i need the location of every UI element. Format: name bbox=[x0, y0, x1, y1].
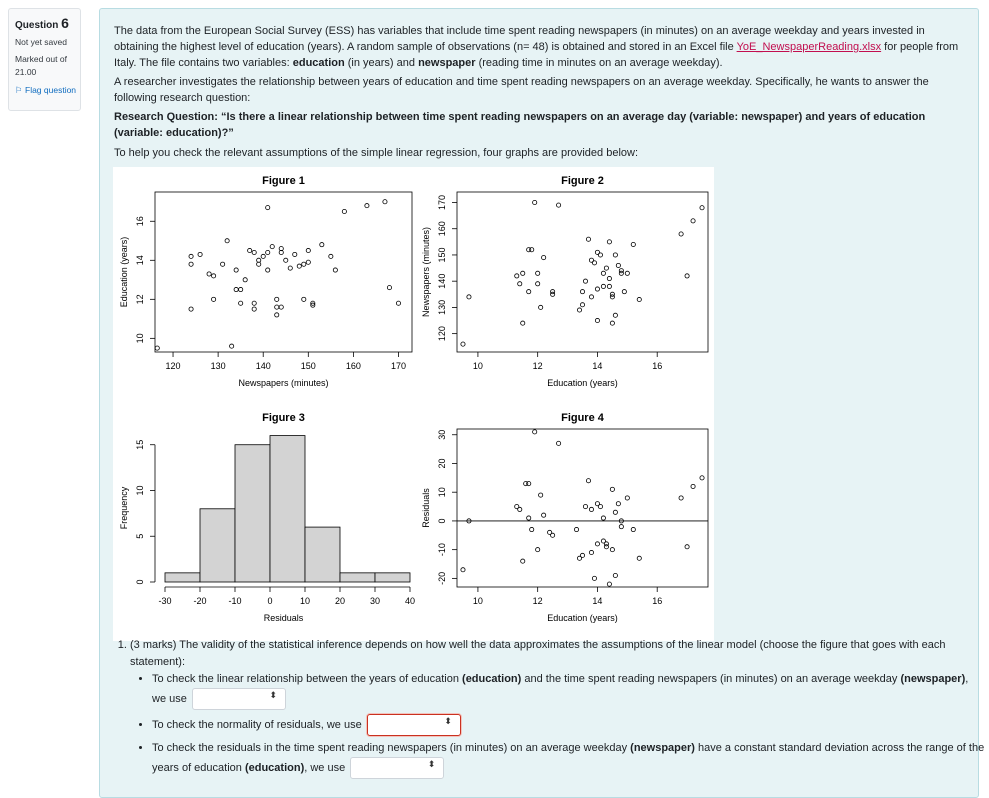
fig3-xtick-label: 20 bbox=[334, 596, 346, 606]
question-status: Not yet saved bbox=[15, 37, 67, 47]
fig2-point bbox=[685, 274, 689, 278]
fig4-xtick-label: 12 bbox=[532, 596, 543, 606]
fig1-xtick-label: 140 bbox=[255, 361, 271, 371]
fig2-point bbox=[521, 271, 525, 275]
fig4-point bbox=[631, 527, 635, 531]
fig1-point bbox=[243, 278, 247, 282]
flag-icon: ⚐ bbox=[15, 84, 23, 95]
fig2-point bbox=[556, 203, 560, 207]
fig2-point bbox=[580, 290, 584, 294]
fig3-bar bbox=[200, 509, 235, 582]
fig2-point bbox=[598, 253, 602, 257]
fig2-xtick-label: 14 bbox=[592, 361, 603, 371]
task-list bbox=[114, 637, 985, 783]
fig4-point bbox=[530, 527, 534, 531]
fig3-bar bbox=[270, 436, 305, 582]
fig2-point bbox=[691, 219, 695, 223]
linearity-figure-select[interactable] bbox=[192, 688, 286, 710]
fig3-ytick-label: 10 bbox=[135, 485, 145, 496]
fig2-point bbox=[601, 271, 605, 275]
fig3-bar bbox=[375, 573, 410, 582]
fig4-point bbox=[556, 441, 560, 445]
fig2-point bbox=[589, 295, 593, 299]
subtask-constant-sd: • To check the residuals in the time spent reading newspapers (in minutes) on an average weekday (newspaper) have a constant standard deviation across the range of the years of education (education), we use ⬍ bbox=[152, 740, 985, 779]
fig4-point bbox=[598, 504, 602, 508]
fig3-title: Figure 3 bbox=[262, 412, 305, 424]
fig2-point bbox=[613, 313, 617, 317]
fig2-point bbox=[521, 321, 525, 325]
select-caret-icon: ⬍ bbox=[444, 716, 452, 726]
fig4-ylabel: Residuals bbox=[421, 488, 431, 528]
fig3-xtick-label: -20 bbox=[193, 596, 207, 606]
fig3-bar bbox=[305, 527, 340, 582]
fig3-bar bbox=[340, 573, 375, 582]
fig4-point bbox=[601, 516, 605, 520]
task-item-1: 1. (3 marks) The validity of the statistical inference depends on how well the data approximates the assumptions of the linear model (choose the figure that goes with each statement): • To check the linear relationship between the years of education (education) and the time spent reading newspapers (in minutes) on an average weekday (newspaper), we use ⬍ • To check the normality of residuals, we use ⬍ • To check the residuals in the time spent reading newspapers (in minutes) on an average weekday (newspaper) have a constant standard deviation across the range of the years of education (education), we use ⬍ bbox=[130, 637, 985, 779]
question-number-label: Question 6 bbox=[15, 15, 69, 31]
fig4-xtick-label: 16 bbox=[652, 596, 663, 606]
fig1-point bbox=[275, 305, 279, 309]
constant-sd-figure-select[interactable] bbox=[350, 757, 444, 779]
fig1-ylabel: Education (years) bbox=[119, 236, 129, 308]
fig2-point bbox=[551, 292, 555, 296]
fig1-point bbox=[212, 297, 216, 301]
fig1-point bbox=[266, 206, 270, 210]
fig1-point bbox=[252, 307, 256, 311]
fig3-xtick-label: -10 bbox=[228, 596, 242, 606]
fig1-point bbox=[329, 254, 333, 258]
fig2-ytick-label: 160 bbox=[437, 221, 447, 237]
fig4-title: Figure 4 bbox=[561, 412, 604, 424]
fig1-frame bbox=[155, 192, 412, 352]
fig4-point bbox=[595, 542, 599, 546]
fig1-point bbox=[306, 260, 310, 264]
fig2-point bbox=[625, 271, 629, 275]
fig1-point bbox=[212, 274, 216, 278]
fig4-point bbox=[461, 568, 465, 572]
subtask-linearity: • To check the linear relationship between the years of education (education) and the time spent reading newspapers (in minutes) on an average weekday (newspaper), we use ⬍ bbox=[152, 671, 985, 710]
fig4-point bbox=[679, 496, 683, 500]
fig2-ytick-label: 150 bbox=[437, 247, 447, 263]
fig1-xtick-label: 120 bbox=[165, 361, 181, 371]
fig4-point bbox=[551, 533, 555, 537]
fig2-point bbox=[616, 263, 620, 267]
fig1-point bbox=[306, 248, 310, 252]
fig3-xtick-label: -30 bbox=[158, 596, 172, 606]
fig4-point bbox=[619, 525, 623, 529]
marked-out-of: Marked out of 21.00 bbox=[15, 54, 67, 77]
fig2-point bbox=[595, 318, 599, 322]
fig4-xtick-label: 10 bbox=[472, 596, 483, 606]
fig2-point bbox=[679, 232, 683, 236]
fig4-point bbox=[610, 548, 614, 552]
fig2-point bbox=[515, 274, 519, 278]
select-caret-icon: ⬍ bbox=[427, 759, 436, 769]
fig1-point bbox=[234, 268, 238, 272]
fig3-ytick-label: 5 bbox=[135, 533, 145, 539]
fig1-point bbox=[275, 313, 279, 317]
fig1-point bbox=[342, 209, 346, 213]
fig2-point bbox=[536, 282, 540, 286]
fig2-point bbox=[595, 287, 599, 291]
fig3-xtick-label: 0 bbox=[267, 596, 273, 606]
fig4-point bbox=[700, 476, 704, 480]
fig4-point bbox=[637, 556, 641, 560]
fig4-point bbox=[604, 545, 608, 549]
fig4-point bbox=[518, 507, 522, 511]
fig2-point bbox=[586, 237, 590, 241]
data-file-link[interactable]: YoE_NewspaperReading.xlsx bbox=[736, 41, 882, 53]
fig2-point bbox=[530, 248, 534, 252]
fig4-point bbox=[616, 502, 620, 506]
fig4-point bbox=[539, 493, 543, 497]
figures-svg bbox=[113, 167, 714, 641]
fig1-point bbox=[383, 200, 387, 204]
fig1-point bbox=[279, 305, 283, 309]
fig2-point bbox=[461, 342, 465, 346]
research-question: Research Question: “Is there a linear relationship between time spent reading newspapers on an average day (variable: newspaper) and years of education (variable: education)?” bbox=[114, 111, 926, 139]
fig2-ytick-label: 140 bbox=[437, 273, 447, 289]
fig2-xtick-label: 12 bbox=[532, 361, 543, 371]
fig1-point bbox=[275, 297, 279, 301]
fig2-ytick-label: 120 bbox=[437, 326, 447, 342]
fig1-point bbox=[225, 239, 229, 243]
fig4-point bbox=[589, 507, 593, 511]
fig4-point bbox=[527, 516, 531, 520]
help-paragraph: To help you check the relevant assumptions of the simple linear regression, four graphs are provided below: bbox=[114, 147, 639, 159]
flag-question-link[interactable]: ⚐ Flag question bbox=[15, 84, 77, 95]
fig1-point bbox=[252, 250, 256, 254]
fig1-point bbox=[189, 307, 193, 311]
fig3-ylabel: Frequency bbox=[119, 486, 129, 530]
fig1-point bbox=[293, 252, 297, 256]
fig3-xtick-label: 40 bbox=[404, 596, 416, 606]
fig4-point bbox=[691, 484, 695, 488]
fig2-xlabel: Education (years) bbox=[547, 378, 618, 388]
fig1-point bbox=[239, 301, 243, 305]
researcher-paragraph: A researcher investigates the relationship between years of education and time spent reading newspapers on an average weekday. Specifically, he wants to answer the following research question: bbox=[114, 76, 929, 104]
subtask-normality: • To check the normality of residuals, we use ⬍ bbox=[152, 714, 985, 736]
fig4-ytick-label: 30 bbox=[437, 429, 447, 440]
fig4-point bbox=[607, 582, 611, 586]
fig4-frame bbox=[457, 429, 708, 587]
fig1-point bbox=[248, 248, 252, 252]
fig1-point bbox=[365, 204, 369, 208]
fig4-point bbox=[613, 573, 617, 577]
fig2-point bbox=[536, 271, 540, 275]
fig4-point bbox=[574, 527, 578, 531]
fig4-point bbox=[583, 504, 587, 508]
fig3-xtick-label: 30 bbox=[369, 596, 381, 606]
fig2-point bbox=[527, 290, 531, 294]
fig2-point bbox=[577, 308, 581, 312]
fig1-xlabel: Newspapers (minutes) bbox=[238, 378, 329, 388]
fig2-frame bbox=[457, 192, 708, 352]
fig2-ytick-label: 130 bbox=[437, 299, 447, 315]
fig1-ytick-label: 14 bbox=[135, 255, 145, 266]
fig1-point bbox=[297, 264, 301, 268]
fig1-point bbox=[189, 254, 193, 258]
fig1-ytick-label: 12 bbox=[135, 294, 145, 305]
fig4-ytick-label: -20 bbox=[437, 571, 447, 585]
fig2-ytick-label: 170 bbox=[437, 194, 447, 211]
fig1-point bbox=[266, 250, 270, 254]
select-caret-icon: ⬍ bbox=[269, 690, 277, 700]
fig4-ytick-label: -10 bbox=[437, 543, 447, 557]
fig4-point bbox=[613, 510, 617, 514]
fig2-point bbox=[539, 305, 543, 309]
fig1-xtick-label: 160 bbox=[345, 361, 361, 371]
fig1-point bbox=[198, 252, 202, 256]
fig2-point bbox=[518, 282, 522, 286]
fig2-point bbox=[607, 240, 611, 244]
fig1-title: Figure 1 bbox=[262, 175, 305, 187]
fig1-point bbox=[230, 344, 234, 348]
fig4-point bbox=[592, 576, 596, 580]
fig1-point bbox=[155, 346, 159, 350]
fig2-point bbox=[622, 290, 626, 294]
fig2-point bbox=[610, 321, 614, 325]
fig4-point bbox=[580, 553, 584, 557]
fig1-point bbox=[239, 287, 243, 291]
normality-figure-select[interactable] bbox=[367, 714, 461, 736]
intro-paragraph: The data from the European Social Survey (ESS) has variables that include time spent reading newspapers (in minutes) on an average weekday and years invested in obtaining the highest level of education (years). A random sample of observations (n= 48) is obtained and stored in an Excel file YoE_NewspaperReading.xlsx for people from Italy. The file contains two variables: education (in years) and newspaper (reading time in minutes on an average weekday). bbox=[114, 25, 959, 69]
fig2-point bbox=[467, 295, 471, 299]
fig1-point bbox=[387, 286, 391, 290]
fig4-point bbox=[536, 548, 540, 552]
fig4-point bbox=[586, 479, 590, 483]
fig2-point bbox=[700, 206, 704, 210]
fig1-ytick-label: 10 bbox=[135, 333, 145, 344]
fig1-point bbox=[396, 301, 400, 305]
fig1-point bbox=[284, 258, 288, 262]
fig2-point bbox=[542, 255, 546, 259]
fig4-point bbox=[542, 513, 546, 517]
fig1-xtick-label: 150 bbox=[300, 361, 316, 371]
fig1-point bbox=[189, 262, 193, 266]
fig3-ytick-label: 0 bbox=[135, 579, 145, 585]
fig2-point bbox=[613, 253, 617, 257]
question-info-panel bbox=[8, 8, 81, 111]
fig2-point bbox=[607, 284, 611, 288]
fig1-point bbox=[333, 268, 337, 272]
fig1-point bbox=[288, 266, 292, 270]
fig4-ytick-label: 10 bbox=[437, 487, 447, 498]
fig1-point bbox=[270, 245, 274, 249]
fig2-point bbox=[604, 266, 608, 270]
fig1-point bbox=[320, 243, 324, 247]
fig3-bar bbox=[165, 573, 200, 582]
fig4-point bbox=[589, 550, 593, 554]
question-formulation bbox=[99, 8, 985, 798]
fig1-point bbox=[302, 297, 306, 301]
fig4-point bbox=[625, 496, 629, 500]
fig4-ytick-label: 0 bbox=[437, 518, 447, 524]
fig3-bar bbox=[235, 445, 270, 582]
fig2-point bbox=[619, 269, 623, 273]
fig1-xtick-label: 170 bbox=[390, 361, 406, 371]
fig4-xtick-label: 14 bbox=[592, 596, 603, 606]
fig1-point bbox=[234, 287, 238, 291]
fig2-point bbox=[533, 200, 537, 204]
fig4-ytick-label: 20 bbox=[437, 458, 447, 469]
fig2-point bbox=[610, 295, 614, 299]
fig3-xlabel: Residuals bbox=[263, 613, 304, 623]
fig2-point bbox=[601, 284, 605, 288]
fig4-point bbox=[685, 545, 689, 549]
fig1-point bbox=[302, 262, 306, 266]
fig4-point bbox=[527, 481, 531, 485]
fig1-point bbox=[221, 262, 225, 266]
fig2-point bbox=[637, 297, 641, 301]
figures-panel bbox=[113, 167, 714, 641]
fig2-title: Figure 2 bbox=[561, 175, 604, 187]
fig2-xtick-label: 10 bbox=[472, 361, 483, 371]
fig1-point bbox=[261, 254, 265, 258]
fig3-xtick-label: 10 bbox=[299, 596, 311, 606]
fig1-ytick-label: 16 bbox=[135, 216, 145, 227]
fig1-point bbox=[266, 268, 270, 272]
fig3-ytick-label: 15 bbox=[135, 439, 145, 450]
fig1-xtick-label: 130 bbox=[210, 361, 226, 371]
fig2-xtick-label: 16 bbox=[652, 361, 663, 371]
fig2-point bbox=[631, 242, 635, 246]
fig4-point bbox=[533, 430, 537, 434]
fig4-point bbox=[610, 487, 614, 491]
fig4-point bbox=[521, 559, 525, 563]
fig2-ylabel: Newspapers (minutes) bbox=[421, 226, 431, 318]
fig2-point bbox=[592, 261, 596, 265]
fig4-xlabel: Education (years) bbox=[547, 613, 618, 623]
fig2-point bbox=[607, 276, 611, 280]
fig1-point bbox=[207, 272, 211, 276]
fig2-point bbox=[580, 303, 584, 307]
fig2-point bbox=[583, 279, 587, 283]
fig1-point bbox=[252, 301, 256, 305]
